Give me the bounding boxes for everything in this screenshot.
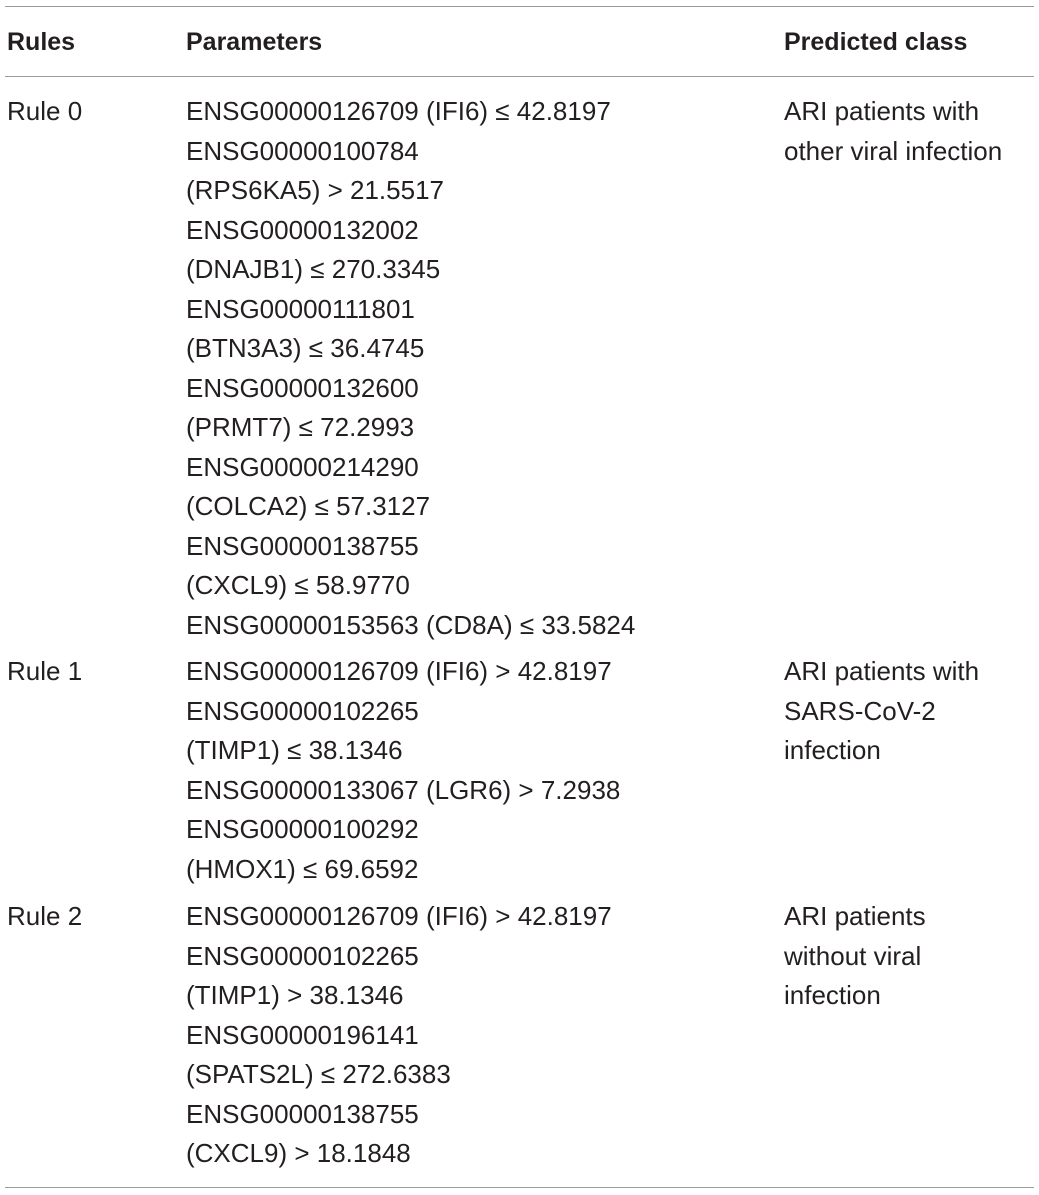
parameter-line: (SPATS2L) ≤ 272.6383 (186, 1059, 451, 1089)
parameter-line: (CXCL9) > 18.1848 (186, 1138, 411, 1168)
predicted-class-line: without viral (784, 940, 922, 971)
parameters-cell (186, 897, 612, 1174)
table-header (0, 22, 1039, 62)
parameter-line: (TIMP1) ≤ 38.1346 (186, 735, 403, 765)
parameter-line: ENSG00000214290 (186, 451, 419, 482)
table-bottom-border (5, 1187, 1034, 1188)
table-top-border (5, 6, 1034, 7)
parameter-line: ENSG00000102265 (186, 940, 419, 971)
parameter-line: ENSG00000132600 (186, 372, 419, 403)
parameters-cell (186, 92, 635, 645)
predicted-class-line: SARS-CoV-2 (784, 695, 936, 726)
parameter-line: ENSG00000196141 (186, 1019, 419, 1050)
header-rules: Rules (7, 28, 76, 56)
parameter-line: (PRMT7) ≤ 72.2993 (186, 412, 415, 442)
parameter-line: (TIMP1) > 38.1346 (186, 980, 404, 1010)
parameter-line: ENSG00000138755 (186, 530, 419, 561)
predicted-class-line: other viral infection (784, 135, 1003, 166)
parameter-line: ENSG00000132002 (186, 214, 419, 245)
predicted-class-cell (784, 897, 926, 1016)
rule-label: Rule 2 (7, 901, 83, 931)
predicted-class-cell (784, 92, 1002, 171)
parameter-line: ENSG00000126709 (IFI6) > 42.8197 (186, 656, 612, 686)
parameter-line: (HMOX1) ≤ 69.6592 (186, 853, 419, 884)
parameter-line: ENSG00000126709 (IFI6) > 42.8197 (186, 901, 612, 931)
parameter-line: ENSG00000133067 (LGR6) > 7.2938 (186, 774, 621, 805)
parameter-line: ENSG00000111801 (186, 293, 415, 324)
predicted-class-line: ARI patients (784, 901, 926, 931)
header-parameters: Parameters (186, 28, 323, 56)
predicted-class-line: infection (784, 735, 881, 765)
rule-label: Rule 1 (7, 656, 83, 686)
parameter-line: (CXCL9) ≤ 58.9770 (186, 570, 410, 600)
parameters-cell (186, 652, 620, 889)
parameter-line: (BTN3A3) ≤ 36.4745 (186, 333, 425, 363)
parameter-line: ENSG00000126709 (IFI6) ≤ 42.8197 (186, 96, 611, 126)
predicted-class-cell (784, 652, 979, 771)
predicted-class-line: ARI patients with (784, 96, 980, 126)
table-header-border (5, 76, 1034, 77)
predicted-class-line: infection (784, 980, 881, 1010)
header-predicted-class: Predicted class (784, 28, 968, 56)
parameter-line: (COLCA2) ≤ 57.3127 (186, 491, 431, 521)
parameter-line: ENSG00000102265 (186, 695, 419, 726)
rule-label: Rule 0 (7, 96, 83, 126)
parameter-line: (RPS6KA5) > 21.5517 (186, 175, 444, 205)
parameter-line: ENSG00000153563 (CD8A) ≤ 33.5824 (186, 609, 636, 640)
predicted-class-line: ARI patients with (784, 656, 980, 686)
parameter-line: ENSG00000138755 (186, 1098, 419, 1129)
parameter-line: ENSG00000100784 (186, 135, 419, 166)
parameter-line: (DNAJB1) ≤ 270.3345 (186, 254, 441, 284)
parameter-line: ENSG00000100292 (186, 814, 419, 844)
